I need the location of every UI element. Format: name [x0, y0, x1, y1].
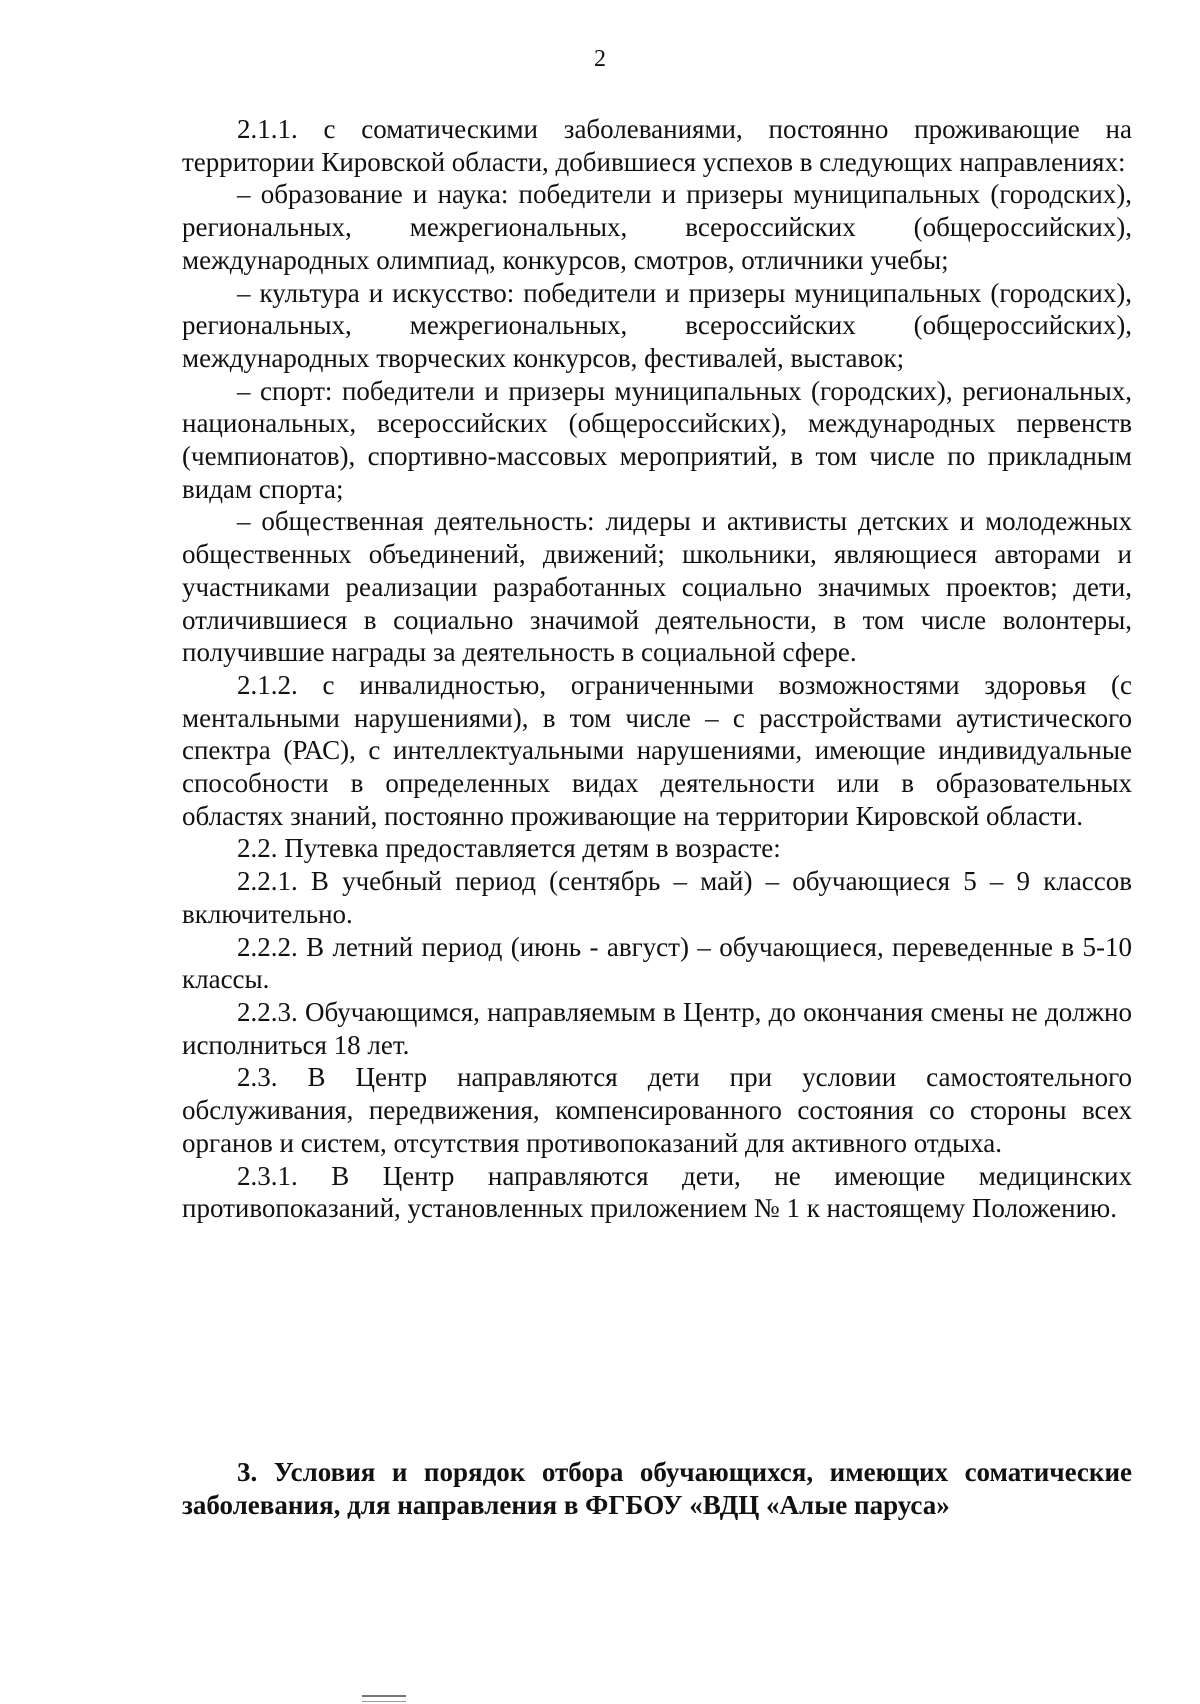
- paragraph-2-2: 2.2. Путевка предоставляется детям в возрасте:: [237, 833, 781, 864]
- paragraph-culture-art: – культура и искусство: победители и призеры муниципальных (городских), региональных, межрегиональных, всероссийских (общероссийских), международных творческих конкурсов, фестивалей, выставок;: [182, 277, 1132, 373]
- scan-mark: [362, 1695, 406, 1702]
- paragraph-2-3-1: 2.3.1. В Центр направляются дети, не имеющие медицинских противопоказаний, установленных приложением № 1 к настоящему Положению.: [182, 1160, 1132, 1224]
- paragraph-2-2-2: 2.2.2. В летний период (июнь - август) – обучающиеся, переведенные в 5-10 классы.: [182, 931, 1132, 995]
- paragraph-2-2-1: 2.2.1. В учебный период (сентябрь – май) – обучающиеся 5 – 9 классов включительно.: [182, 866, 1132, 929]
- paragraph-social-activity: – общественная деятельность: лидеры и активисты детских и молодежных общественных объединений, движений; школьники, являющиеся авторами и участниками реализации разработанных социально значимых проектов; дети, отличившиеся в социально значимой деятельности, в том числе волонтеры, получившие награды за деятельность в социальной сфере.: [182, 506, 1132, 668]
- paragraph-2-2-3: 2.2.3. Обучающимся, направляемым в Центр, до окончания смены не должно исполниться 18 лет.: [182, 996, 1132, 1060]
- body-text: [182, 113, 1132, 1225]
- paragraph-sport: – спорт: победители и призеры муниципальных (городских), региональных, национальных, всероссийских (общероссийских), международных первенств (чемпионатов), спортивно-массовых мероприятий, в том числе по прикладным видам спорта;: [182, 375, 1132, 504]
- paragraph-2-3: 2.3. В Центр направляются дети при условии самостоятельного обслуживания, передвижения, компенсированного состояния со стороны всех органов и систем, отсутствия противопоказаний для активного отдыха.: [182, 1062, 1132, 1158]
- paragraph-2-1-1: 2.1.1. с соматическими заболеваниями, постоянно проживающие на территории Кировской области, добившиеся успехов в следующих направлениях:: [182, 114, 1132, 177]
- paragraph-education-science: – образование и наука: победители и призеры муниципальных (городских), региональных, межрегиональных, всероссийских (общероссийских), международных олимпиад, конкурсов, смотров, отличники учебы;: [182, 179, 1132, 275]
- section-heading: 3. Условия и порядок отбора обучающихся, имеющих соматические заболевания, для направления в ФГБОУ «ВДЦ «Алые паруса»: [182, 1457, 1132, 1520]
- page-number: 2: [594, 46, 606, 72]
- paragraph-2-1-2: 2.1.2. с инвалидностью, ограниченными возможностями здоровья (с ментальными нарушениями), в том числе – с расстройствами аутистического спектра (РАС), с интеллектуальными нарушениями, имеющие индивидуальные способности в определенных видах деятельности или в образовательных областях знаний, постоянно проживающие на территории Кировской области.: [182, 669, 1132, 831]
